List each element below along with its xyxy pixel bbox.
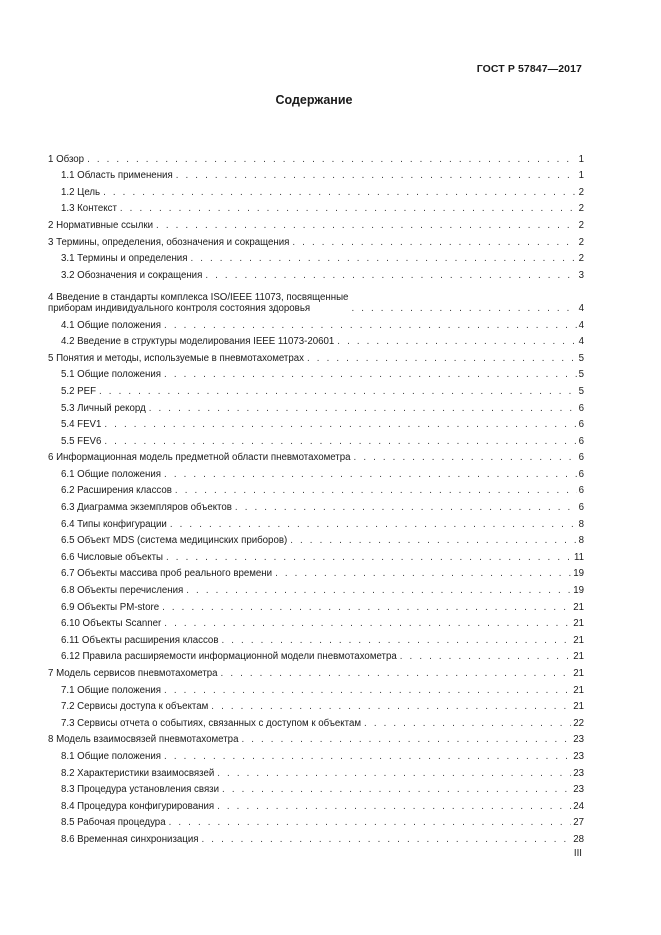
toc-entry-label: 6.9 Объекты PM-store <box>61 601 160 613</box>
toc-dot-leader <box>176 170 577 181</box>
toc-entry-label: 2 Нормативные ссылки <box>48 219 154 231</box>
toc-dot-leader <box>99 386 577 397</box>
toc-dot-leader <box>164 469 577 480</box>
toc-entry[interactable] <box>48 397 584 414</box>
toc-dot-leader <box>222 784 571 795</box>
document-code: ГОСТ Р 57847—2017 <box>476 63 582 75</box>
toc-dot-leader <box>217 801 571 812</box>
toc-entry-page: 21 <box>573 668 584 679</box>
toc-dot-leader <box>211 701 571 712</box>
toc-entry-label: 5.4 FEV1 <box>61 419 102 431</box>
toc-entry[interactable] <box>48 662 584 679</box>
toc-entry-label: 3 Термины, определения, обозначения и сокращения <box>48 236 290 248</box>
toc-entry-page: 5 <box>578 352 584 364</box>
toc-entry[interactable] <box>48 696 584 713</box>
toc-entry[interactable] <box>48 347 584 364</box>
toc-entry-page: 5 <box>578 385 584 397</box>
toc-dot-leader <box>149 403 577 414</box>
toc-entry-label: 5 Понятия и методы, используемые в пневмотахометрах <box>48 352 304 364</box>
toc-dot-leader <box>164 751 571 762</box>
toc-entry-page: 21 <box>573 684 584 696</box>
toc-entry-page: 2 <box>578 253 584 265</box>
toc-entry[interactable] <box>48 430 584 447</box>
toc-dot-leader <box>103 187 577 198</box>
toc-entry[interactable] <box>48 513 584 530</box>
toc-entry-page: 6 <box>578 452 584 464</box>
page-number: III <box>573 848 582 859</box>
toc-entry-page: 4 <box>578 302 584 314</box>
toc-entry[interactable] <box>48 480 584 497</box>
toc-entry[interactable] <box>48 314 584 331</box>
toc-dot-leader <box>221 635 571 646</box>
toc-entry-label: 6.1 Общие положения <box>61 468 162 480</box>
toc-entry-label: 8 Модель взаимосвязей пневмотахометра <box>48 734 239 746</box>
toc-dot-leader <box>205 270 576 281</box>
toc-entry-page: 22 <box>573 717 584 729</box>
toc-entry-page: 1 <box>578 170 584 182</box>
toc-dot-leader <box>170 519 577 530</box>
toc-entry[interactable] <box>48 679 584 696</box>
toc-dot-leader <box>104 419 576 430</box>
toc-dot-leader <box>221 668 572 679</box>
toc-dot-leader <box>217 768 571 779</box>
toc-entry[interactable] <box>48 546 584 563</box>
toc-entry-page: 21 <box>573 618 584 630</box>
toc-entry-label: 1.1 Область применения <box>61 170 173 182</box>
toc-dot-leader <box>400 651 571 662</box>
toc-entry-label: 6.5 Объект MDS (система медицинских приборов) <box>61 535 288 547</box>
toc-entry[interactable] <box>48 646 584 663</box>
toc-entry-label: 6.3 Диаграмма экземпляров объектов <box>61 502 232 514</box>
toc-entry[interactable] <box>48 148 584 165</box>
toc-entry-page: 1 <box>578 153 584 165</box>
toc-entry-page: 3 <box>578 269 584 281</box>
toc-entry-label: 6.2 Расширения классов <box>61 485 172 497</box>
toc-dot-leader <box>190 253 576 264</box>
toc-entry-page: 2 <box>578 219 584 231</box>
toc-entry-page: 6 <box>578 502 584 514</box>
toc-entry-label: 7 Модель сервисов пневмотахометра <box>48 668 218 679</box>
toc-entry-label: 6.12 Правила расширяемости информационной модели пневмотахометра <box>61 651 397 663</box>
toc-dot-leader <box>156 220 577 231</box>
toc-entry-label: 8.1 Общие положения <box>61 750 162 762</box>
toc-entry[interactable] <box>48 762 584 779</box>
toc-entry[interactable] <box>48 530 584 547</box>
toc-entry-label: 1.2 Цель <box>61 186 101 198</box>
toc-entry-page: 21 <box>573 634 584 646</box>
toc-entry[interactable] <box>48 198 584 215</box>
toc-entry[interactable] <box>48 812 584 829</box>
toc-entry-page: 27 <box>573 817 584 829</box>
toc-entry[interactable] <box>48 231 584 248</box>
toc-dot-leader <box>364 718 571 729</box>
toc-entry[interactable] <box>48 563 584 580</box>
toc-entry-label: 3.2 Обозначения и сокращения <box>61 269 203 281</box>
toc-entry-label: 4.1 Общие положения <box>61 319 162 331</box>
toc-entry[interactable] <box>48 795 584 812</box>
toc-dot-leader <box>351 303 576 314</box>
toc-dot-leader <box>166 552 572 563</box>
toc-entry-label: 8.6 Временная синхронизация <box>61 833 199 845</box>
toc-entry[interactable] <box>48 596 584 613</box>
toc-entry-page: 23 <box>573 750 584 762</box>
toc-entry-page: 2 <box>578 203 584 215</box>
toc-entry[interactable] <box>48 414 584 431</box>
toc-entry[interactable] <box>48 729 584 746</box>
table-of-contents <box>48 148 584 845</box>
toc-entry-page: 23 <box>573 767 584 779</box>
toc-entry[interactable] <box>48 165 584 182</box>
toc-entry-label: 6.6 Числовые объекты <box>61 551 164 563</box>
toc-entry[interactable] <box>48 248 584 265</box>
toc-entry-page: 4 <box>578 319 584 331</box>
toc-entry-label: 7.3 Сервисы отчета о событиях, связанных с доступом к объектам <box>61 717 362 729</box>
toc-entry-label: 1 Обзор <box>48 153 85 165</box>
toc-entry-label: 6.8 Объекты перечисления <box>61 585 184 597</box>
toc-entry[interactable] <box>48 380 584 397</box>
toc-entry-page: 6 <box>578 485 584 497</box>
toc-dot-leader <box>104 436 576 447</box>
toc-entry-label: 6.11 Объекты расширения классов <box>61 634 219 646</box>
toc-entry-label: 8.3 Процедура установления связи <box>61 784 220 796</box>
toc-entry-label: 5.1 Общие положения <box>61 369 162 381</box>
toc-entry-label: 6.4 Типы конфигурации <box>61 518 167 530</box>
toc-entry[interactable] <box>48 281 584 314</box>
toc-dot-leader <box>162 602 571 613</box>
toc-entry[interactable] <box>48 613 584 630</box>
toc-entry-label: 6.10 Объекты Scanner <box>61 618 162 630</box>
toc-entry[interactable] <box>48 496 584 513</box>
toc-entry[interactable] <box>48 364 584 381</box>
toc-entry-label: 4 Введение в стандарты комплекса ISO/IEEE 11073, посвященные приборам индивидуального контроля состояния здоровья <box>48 291 349 314</box>
toc-entry-page: 6 <box>578 419 584 431</box>
toc-dot-leader <box>87 154 577 165</box>
toc-entry[interactable] <box>48 264 584 281</box>
toc-entry-label: 4.2 Введение в структуры моделирования IEEE 11073-20601 <box>61 336 335 348</box>
toc-entry[interactable] <box>48 712 584 729</box>
toc-entry[interactable] <box>48 579 584 596</box>
toc-entry-page: 21 <box>573 701 584 713</box>
toc-entry[interactable] <box>48 463 584 480</box>
toc-entry-page: 24 <box>573 800 584 812</box>
toc-entry-page: 23 <box>573 734 584 746</box>
toc-dot-leader <box>164 618 571 629</box>
toc-entry[interactable] <box>48 331 584 348</box>
toc-entry-page: 2 <box>578 186 584 198</box>
toc-dot-leader <box>241 734 571 745</box>
toc-entry-label: 5.3 Личный рекорд <box>61 402 146 414</box>
toc-entry[interactable] <box>48 214 584 231</box>
toc-entry-label: 3.1 Термины и определения <box>61 253 188 265</box>
toc-dot-leader <box>235 502 577 513</box>
toc-entry-label: 8.5 Рабочая процедура <box>61 817 166 829</box>
toc-dot-leader <box>169 817 572 828</box>
toc-dot-leader <box>292 237 576 248</box>
toc-dot-leader <box>120 203 577 214</box>
toc-entry-page: 21 <box>573 651 584 663</box>
toc-entry-label: 7.1 Общие положения <box>61 684 162 696</box>
toc-entry[interactable] <box>48 447 584 464</box>
toc-entry-label: 6 Информационная модель предметной области пневмотахометра <box>48 452 351 464</box>
toc-title: Содержание <box>275 93 353 107</box>
toc-entry-page: 4 <box>578 336 584 348</box>
toc-dot-leader <box>164 685 571 696</box>
toc-entry-label: 7.2 Сервисы доступа к объектам <box>61 701 209 713</box>
toc-dot-leader <box>307 353 577 364</box>
toc-dot-leader <box>186 585 571 596</box>
toc-dot-leader <box>202 834 572 845</box>
toc-entry-page: 8 <box>578 518 584 530</box>
toc-entry-label: 5.2 PEF <box>61 385 96 397</box>
toc-dot-leader <box>164 369 577 380</box>
toc-dot-leader <box>164 320 577 331</box>
toc-entry-label: 5.5 FEV6 <box>61 435 102 447</box>
toc-dot-leader <box>275 568 571 579</box>
toc-entry-page: 6 <box>578 435 584 447</box>
toc-entry[interactable] <box>48 629 584 646</box>
toc-entry-page: 21 <box>573 601 584 613</box>
toc-entry-label: 6.7 Объекты массива проб реального времени <box>61 568 273 580</box>
toc-entry-page: 8 <box>578 535 584 547</box>
toc-entry[interactable] <box>48 828 584 845</box>
toc-entry-label: 1.3 Контекст <box>61 203 117 215</box>
toc-entry[interactable] <box>48 181 584 198</box>
toc-dot-leader <box>354 452 577 463</box>
toc-entry-page: 2 <box>578 236 584 248</box>
toc-entry-label: 8.2 Характеристики взаимосвязей <box>61 767 215 779</box>
toc-entry-page: 19 <box>573 585 584 597</box>
toc-entry-page: 6 <box>578 468 584 480</box>
toc-entry-page: 6 <box>578 402 584 414</box>
toc-entry-page: 28 <box>573 833 584 845</box>
toc-entry[interactable] <box>48 745 584 762</box>
toc-dot-leader <box>290 535 576 546</box>
toc-entry-page: 11 <box>573 551 584 563</box>
toc-entry-page: 5 <box>578 369 584 381</box>
toc-dot-leader <box>337 336 576 347</box>
toc-dot-leader <box>175 485 577 496</box>
toc-entry-page: 19 <box>573 568 584 580</box>
toc-entry-label: 8.4 Процедура конфигурирования <box>61 800 215 812</box>
toc-entry[interactable] <box>48 779 584 796</box>
toc-entry-page: 23 <box>573 784 584 796</box>
